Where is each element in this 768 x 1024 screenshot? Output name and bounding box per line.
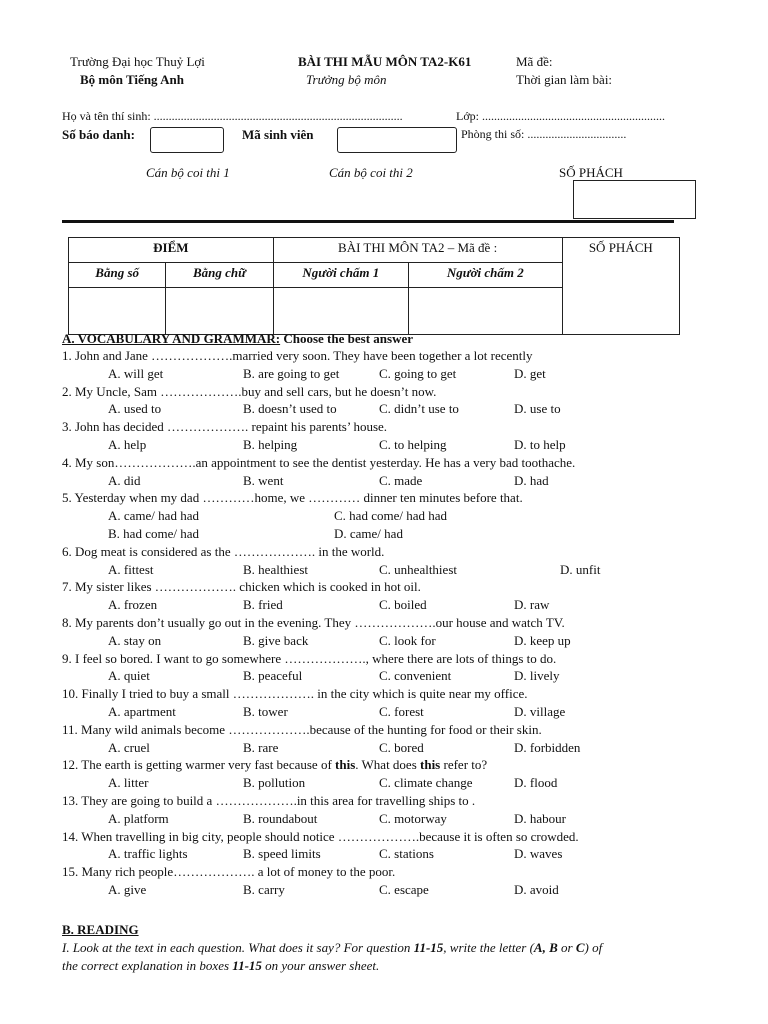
- question-6-option[interactable]: C. unhealthiest: [379, 561, 457, 577]
- question-5: 5. Yesterday when my dad …………home, we ………… dinner ten minutes before that.: [62, 490, 523, 506]
- candidate-number-label: Số báo danh:: [62, 127, 135, 142]
- section-a-heading: [62, 331, 413, 347]
- grader-2-cell[interactable]: [409, 288, 563, 335]
- question-12: 12. The earth is getting warmer very fast because of this. What does this refer to?: [62, 757, 488, 773]
- proctor-1-label: Cán bộ coi thi 1: [146, 165, 230, 180]
- reading-instruction-line-2: the correct explanation in boxes 11-15 on your answer sheet.: [62, 958, 380, 973]
- section-b-title: B. READING: [62, 922, 139, 937]
- question-14-option[interactable]: D. waves: [514, 846, 563, 862]
- question-4-option[interactable]: B. went: [243, 472, 284, 488]
- score-number-cell[interactable]: [69, 288, 166, 335]
- question-3-option[interactable]: D. to help: [514, 437, 566, 452]
- score-words-cell[interactable]: [166, 288, 273, 335]
- question-13-option[interactable]: B. roundabout: [243, 810, 318, 826]
- question-9-option[interactable]: D. lively: [514, 668, 560, 684]
- question-7: 7. My sister likes ………………. chicken which is cooked in hot oil.: [62, 579, 421, 595]
- question-9: 9. I feel so bored. I want to go somewhere ………………., where there are lots of things to do.: [62, 650, 557, 666]
- question-1-option[interactable]: C. going to get: [379, 365, 457, 381]
- grader-1-cell[interactable]: [273, 288, 408, 335]
- question-9-option[interactable]: C. convenient: [379, 668, 452, 684]
- question-8-option[interactable]: C. look for: [379, 632, 436, 648]
- question-13-option[interactable]: D. habour: [514, 810, 566, 826]
- question-13: 13. They are going to build a ……………….in this area for travelling ships to .: [62, 793, 476, 808]
- question-12-option[interactable]: B. pollution: [243, 775, 306, 791]
- question-10-option[interactable]: B. tower: [243, 704, 288, 719]
- student-id-box[interactable]: [337, 127, 457, 153]
- class-field[interactable]: Lớp: .............................................................: [456, 109, 666, 123]
- section-a-instruction: Choose the best answer: [280, 331, 413, 346]
- question-7-option[interactable]: D. raw: [514, 597, 550, 613]
- grader-2-header: Người chấm 2: [409, 263, 563, 288]
- grader-1-header: Người chấm 1: [273, 263, 408, 288]
- question-6-option[interactable]: D. unfit: [560, 561, 601, 577]
- student-name-field[interactable]: Họ và tên thí sinh: ...................................................................................: [62, 109, 403, 123]
- exam-code-header: BÀI THI MÔN TA2 – Mã đề :: [273, 238, 562, 263]
- question-7-option[interactable]: A. frozen: [108, 597, 158, 613]
- question-14-option[interactable]: A. traffic lights: [108, 846, 188, 862]
- question-1: 1. John and Jane ……………….married very soon. They have been together a lot recently: [62, 348, 533, 363]
- question-6: 6. Dog meat is considered as the ………………. in the world.: [62, 543, 385, 559]
- question-3-option[interactable]: A. help: [108, 437, 147, 452]
- section-a-title: A. VOCABULARY AND GRAMMAR:: [62, 331, 281, 346]
- question-2-option[interactable]: D. use to: [514, 401, 561, 417]
- question-2: 2. My Uncle, Sam ……………….buy and sell cars, but he doesn’t now.: [62, 383, 437, 399]
- department-name: Bộ môn Tiếng Anh: [80, 72, 184, 87]
- question-1-option[interactable]: D. get: [514, 365, 546, 381]
- question-8-option[interactable]: B. give back: [243, 632, 309, 648]
- question-4-option[interactable]: A. did: [108, 472, 141, 488]
- question-7-option[interactable]: C. boiled: [379, 597, 427, 613]
- question-2-option[interactable]: C. didn’t use to: [379, 401, 459, 417]
- question-15: 15. Many rich people………………. a lot of money to the poor.: [62, 864, 396, 880]
- score-number-header: Bằng số: [69, 263, 166, 288]
- question-9-option[interactable]: A. quiet: [108, 668, 150, 684]
- time-label: Thời gian làm bài:: [516, 72, 613, 87]
- question-15-option[interactable]: C. escape: [379, 882, 429, 897]
- question-12-option[interactable]: D. flood: [514, 775, 558, 791]
- question-2-option[interactable]: A. used to: [108, 401, 162, 417]
- question-8: 8. My parents don’t usually go out in the evening. They ……………….our house and watch TV.: [62, 615, 565, 630]
- room-field[interactable]: Phòng thi số: .................................: [461, 127, 627, 141]
- question-8-option[interactable]: D. keep up: [514, 632, 571, 648]
- grade-header: ĐIỂM: [69, 238, 274, 263]
- question-6-option[interactable]: A. fittest: [108, 561, 154, 577]
- question-14: 14. When travelling in big city, people should notice ……………….because it is often so crowded.: [62, 828, 579, 844]
- grade-table: [68, 237, 680, 335]
- question-7-option[interactable]: B. fried: [243, 597, 283, 613]
- question-15-option[interactable]: A. give: [108, 882, 147, 897]
- so-phach-box[interactable]: [573, 180, 696, 219]
- question-11-option[interactable]: B. rare: [243, 739, 279, 755]
- question-10-option[interactable]: D. village: [514, 704, 566, 719]
- question-15-option[interactable]: D. avoid: [514, 882, 559, 897]
- score-words-header: Bằng chữ: [166, 263, 273, 288]
- question-10-option[interactable]: A. apartment: [108, 704, 176, 719]
- question-10: 10. Finally I tried to buy a small ………………. in the city which is quite near my office.: [62, 686, 528, 702]
- question-13-option[interactable]: A. platform: [108, 810, 169, 826]
- question-11: 11. Many wild animals become ……………….because of the hunting for food or their skin.: [62, 721, 542, 737]
- question-8-option[interactable]: A. stay on: [108, 632, 162, 648]
- question-1-option[interactable]: A. will get: [108, 365, 164, 381]
- question-2-option[interactable]: B. doesn’t used to: [243, 401, 337, 417]
- question-6-option[interactable]: B. healthiest: [243, 561, 308, 577]
- question-12-option[interactable]: C. climate change: [379, 775, 473, 791]
- candidate-number-box[interactable]: [150, 127, 224, 153]
- question-10-option[interactable]: C. forest: [379, 704, 424, 719]
- question-11-option[interactable]: C. bored: [379, 739, 424, 755]
- question-9-option[interactable]: B. peaceful: [243, 668, 303, 684]
- so-phach-label: SỐ PHÁCH: [559, 165, 623, 180]
- head-of-department: Trưởng bộ môn: [306, 72, 387, 87]
- question-5-option[interactable]: C. had come/ had had: [334, 508, 447, 524]
- question-11-option[interactable]: A. cruel: [108, 739, 150, 755]
- question-13-option[interactable]: C. motorway: [379, 810, 447, 826]
- question-14-option[interactable]: C. stations: [379, 846, 434, 862]
- student-id-label: Mã sinh viên: [242, 127, 314, 142]
- question-3-option[interactable]: B. helping: [243, 437, 298, 452]
- question-3-option[interactable]: C. to helping: [379, 437, 447, 452]
- question-15-option[interactable]: B. carry: [243, 882, 285, 897]
- cut-line: [62, 220, 674, 223]
- question-11-option[interactable]: D. forbidden: [514, 739, 581, 755]
- question-4-option[interactable]: C. made: [379, 472, 423, 488]
- question-4: 4. My son……………….an appointment to see the dentist yesterday. He has a very bad toothache.: [62, 454, 576, 470]
- question-5-option[interactable]: B. had come/ had: [108, 526, 199, 541]
- school-name: Trường Đại học Thuỷ Lợi: [70, 54, 205, 69]
- reading-instruction-line-1: I. Look at the text in each question. What does it say? For question 11-15, write the letter (A, B or C) of: [62, 940, 603, 955]
- question-5-option[interactable]: A. came/ had had: [108, 508, 199, 524]
- question-5-option[interactable]: D. came/ had: [334, 526, 403, 541]
- question-3: 3. John has decided ………………. repaint his parents’ house.: [62, 419, 388, 435]
- exam-title: BÀI THI MẪU MÔN TA2-K61: [298, 54, 472, 69]
- question-1-option[interactable]: B. are going to get: [243, 365, 340, 381]
- so-phach-cell[interactable]: SỐ PHÁCH: [562, 238, 679, 335]
- exam-code-label: Mã đề:: [516, 54, 553, 69]
- question-12-option[interactable]: A. litter: [108, 775, 149, 791]
- proctor-2-label: Cán bộ coi thi 2: [329, 165, 413, 180]
- question-14-option[interactable]: B. speed limits: [243, 846, 321, 862]
- question-4-option[interactable]: D. had: [514, 472, 549, 488]
